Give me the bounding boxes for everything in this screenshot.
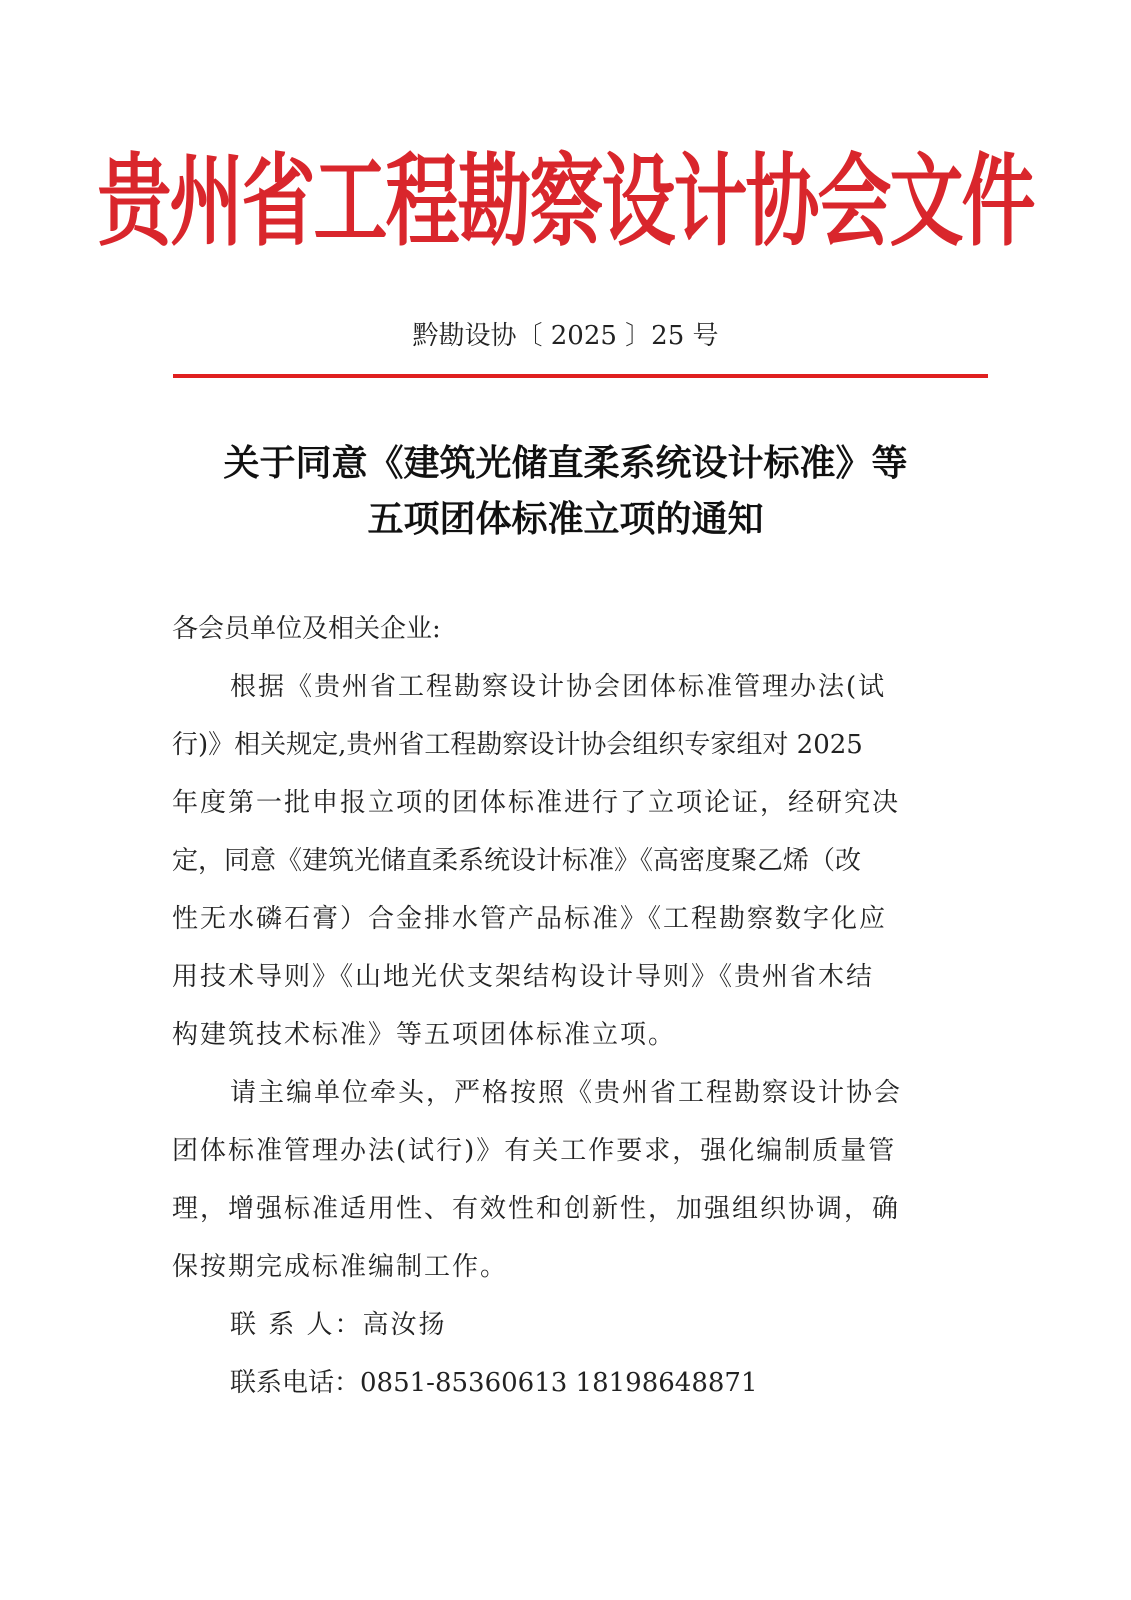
paragraph-line: 团体标准管理办法(试行)》有关工作要求，强化编制质量管 [172, 1136, 897, 1166]
paragraph-line: 根据《贵州省工程勘察设计协会团体标准管理办法(试 [230, 672, 887, 702]
paragraph-line: 用技术导则》《山地光伏支架结构设计导则》《贵州省木结 [172, 962, 875, 992]
paragraph-line: 年度第一批申报立项的团体标准进行了立项论证，经研究决 [172, 788, 901, 818]
paragraph-line: 行)》相关规定,贵州省工程勘察设计协会组织专家组对 2025 [172, 730, 863, 760]
contact-person: 联 系 人：高汝扬 [230, 1310, 447, 1340]
paragraph-line: 构建筑技术标准》等五项团体标准立项。 [172, 1020, 677, 1050]
contact-phone: 联系电话：0851-85360613 18198648871 [230, 1368, 758, 1398]
paragraph-line: 保按期完成标准编制工作。 [172, 1252, 509, 1282]
salutation: 各会员单位及相关企业: [172, 614, 441, 644]
paragraph-line: 理，增强标准适用性、有效性和创新性，加强组织协调，确 [172, 1194, 901, 1224]
notice-title-line-1: 关于同意《建筑光储直柔系统设计标准》等 [223, 443, 908, 484]
paragraph-line: 定，同意《建筑光储直柔系统设计标准》《高密度聚乙烯（改 [172, 846, 862, 876]
notice-title [150, 436, 981, 548]
document-masthead: 贵州省工程勘察设计协会文件 [97, 144, 1034, 261]
paragraph-2 [172, 1064, 967, 1296]
paragraph-line: 性无水磷石膏）合金排水管产品标准》《工程勘察数字化应 [172, 904, 888, 934]
paragraph-line: 请主编单位牵头，严格按照《贵州省工程勘察设计协会 [230, 1078, 903, 1108]
notice-title-line-2: 五项团体标准立项的通知 [367, 499, 764, 540]
document-number: 黔勘设协〔 2025 〕25 号 [412, 321, 719, 351]
red-divider-rule [173, 374, 988, 378]
paragraph-1 [172, 658, 967, 1064]
notice-body [172, 600, 967, 1412]
